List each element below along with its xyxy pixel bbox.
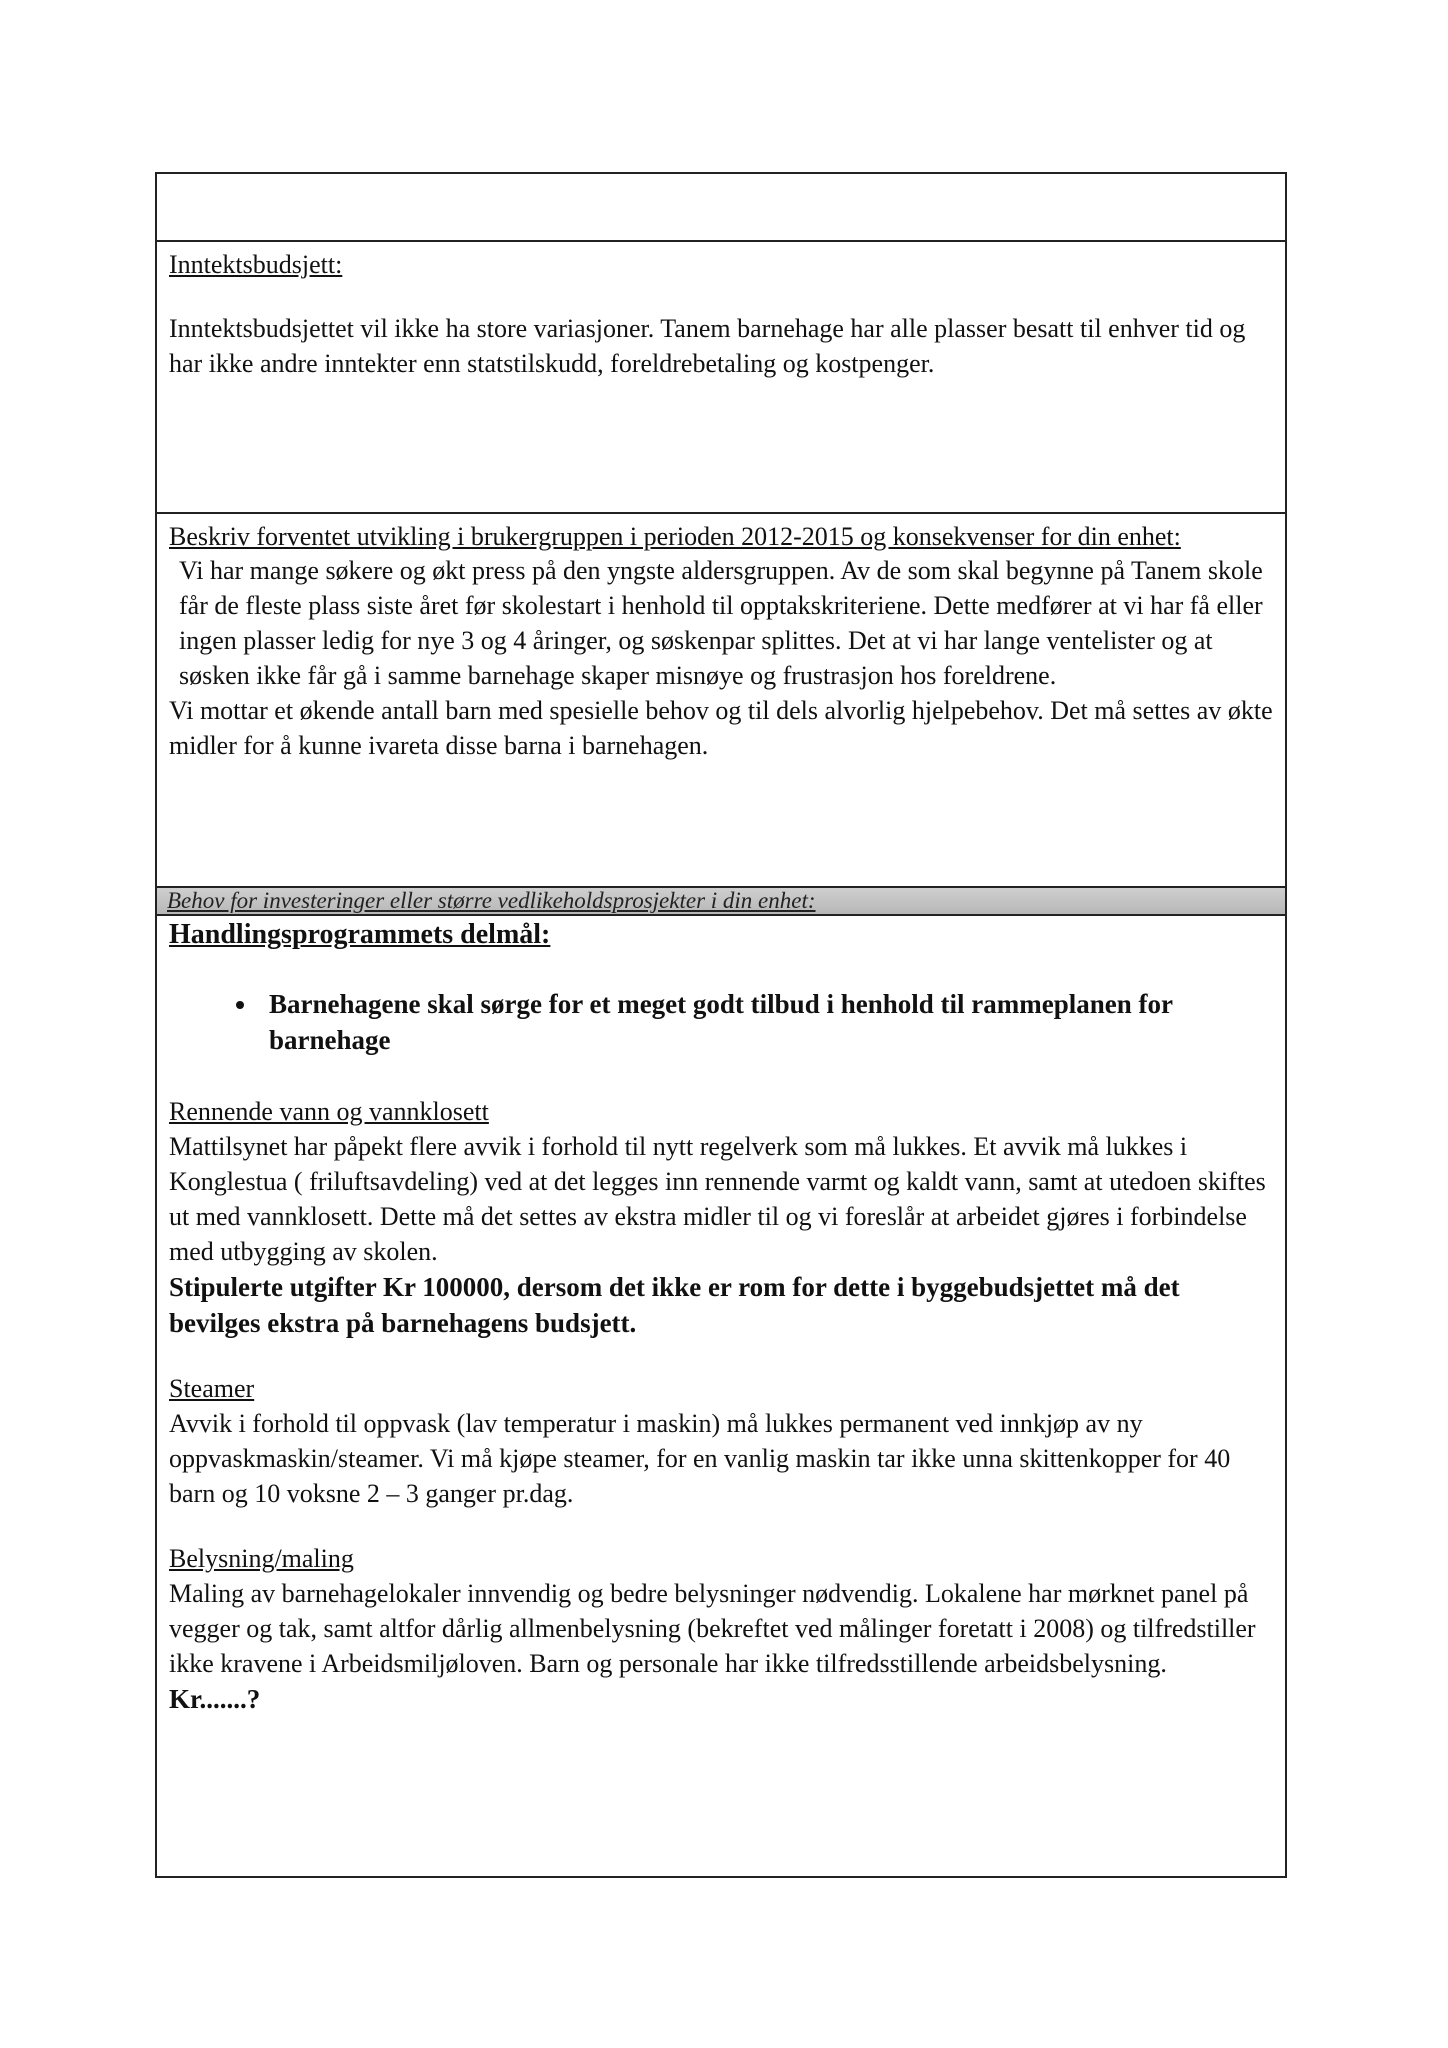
user-group-section (157, 514, 1285, 888)
user-group-paragraph: Vi har mange søkere og økt press på den yngste aldersgruppen. Av de som skal begynne på Tanem skole får de fleste plass siste året før skolestart i henhold til opptakskriteriene. Dette medfører at vi har få eller ingen plasser ledig for nye 3 og 4 åringer, og søskenpar splittes. Det at vi har lange ventelister og at søsken ikke får gå i samme barnehage skaper misnøye og frustrasjon hos foreldrene. (179, 556, 1263, 690)
lighting-title: Belysning/maling (169, 1544, 354, 1573)
steamer-title: Steamer (169, 1374, 255, 1403)
water-text: Mattilsynet har påpekt flere avvik i forhold til nytt regelverk som må lukkes. Et avvik må lukkes i Konglestua ( friluftsavdeling) ved at det legges inn rennende varmt og kaldt vann, samt at utedoen skiftes ut med vannklosett. Dette må det settes av ekstra midler til og vi foreslår at arbeidet gjøres i forbindelse med utbygging av skolen. (169, 1132, 1266, 1266)
investments-bar-heading: Behov for investeringer eller større vedlikeholdsprosjekter i din enhet: (157, 888, 1285, 916)
water-title: Rennende vann og vannklosett (169, 1097, 489, 1126)
user-group-heading: Beskriv forventet utvikling i brukergruppen i perioden 2012-2015 og konsekvenser for din enhet: (169, 522, 1181, 551)
lighting-cost: Kr.......? (169, 1684, 261, 1714)
income-budget-heading: Inntektsbudsjett: (169, 250, 343, 279)
form-table (155, 172, 1287, 1878)
income-budget-section (157, 242, 1285, 514)
goals-list (169, 986, 1275, 1058)
user-group-paragraph-2: Vi mottar et økende antall barn med spesielle behov og til dels alvorlig hjelpebehov. Det må settes av økte midler for å kunne ivareta disse barna i barnehagen. (169, 696, 1273, 760)
water-cost: Stipulerte utgifter Kr 100000, dersom det ikke er rom for dette i byggebudsjettet må det bevilges ekstra på barnehagens budsjett. (169, 1272, 1180, 1338)
goal-item: • Barnehagene skal sørge for et meget godt tilbud i henhold til rammeplanen for barnehage (259, 986, 1275, 1058)
steamer-text: Avvik i forhold til oppvask (lav temperatur i maskin) må lukkes permanent ved innkjøp av ny oppvaskmaskin/steamer. Vi må kjøpe steamer, for en vanlig maskin tar ikke unna skittenkopper for 40 barn og 10 voksne 2 – 3 ganger pr.dag. (169, 1409, 1231, 1508)
empty-header-row (157, 174, 1285, 242)
investments-section (157, 888, 1285, 1876)
program-goals-heading: Handlingsprogrammets delmål: (169, 919, 551, 950)
income-budget-text: Inntektsbudsjettet vil ikke ha store variasjoner. Tanem barnehage har alle plasser besatt til enhver tid og har ikke andre inntekter enn statstilskudd, foreldrebetaling og kostpenger. (169, 314, 1246, 378)
lighting-text: Maling av barnehagelokaler innvendig og bedre belysninger nødvendig. Lokalene har mørknet panel på vegger og tak, samt altfor dårlig allmenbelysning (bekreftet ved målinger foretatt i 2008) og tilfredstiller ikke kravene i Arbeidsmiljøloven. Barn og personale har ikke tilfredsstillende arbeidsbelysning. (169, 1579, 1256, 1678)
